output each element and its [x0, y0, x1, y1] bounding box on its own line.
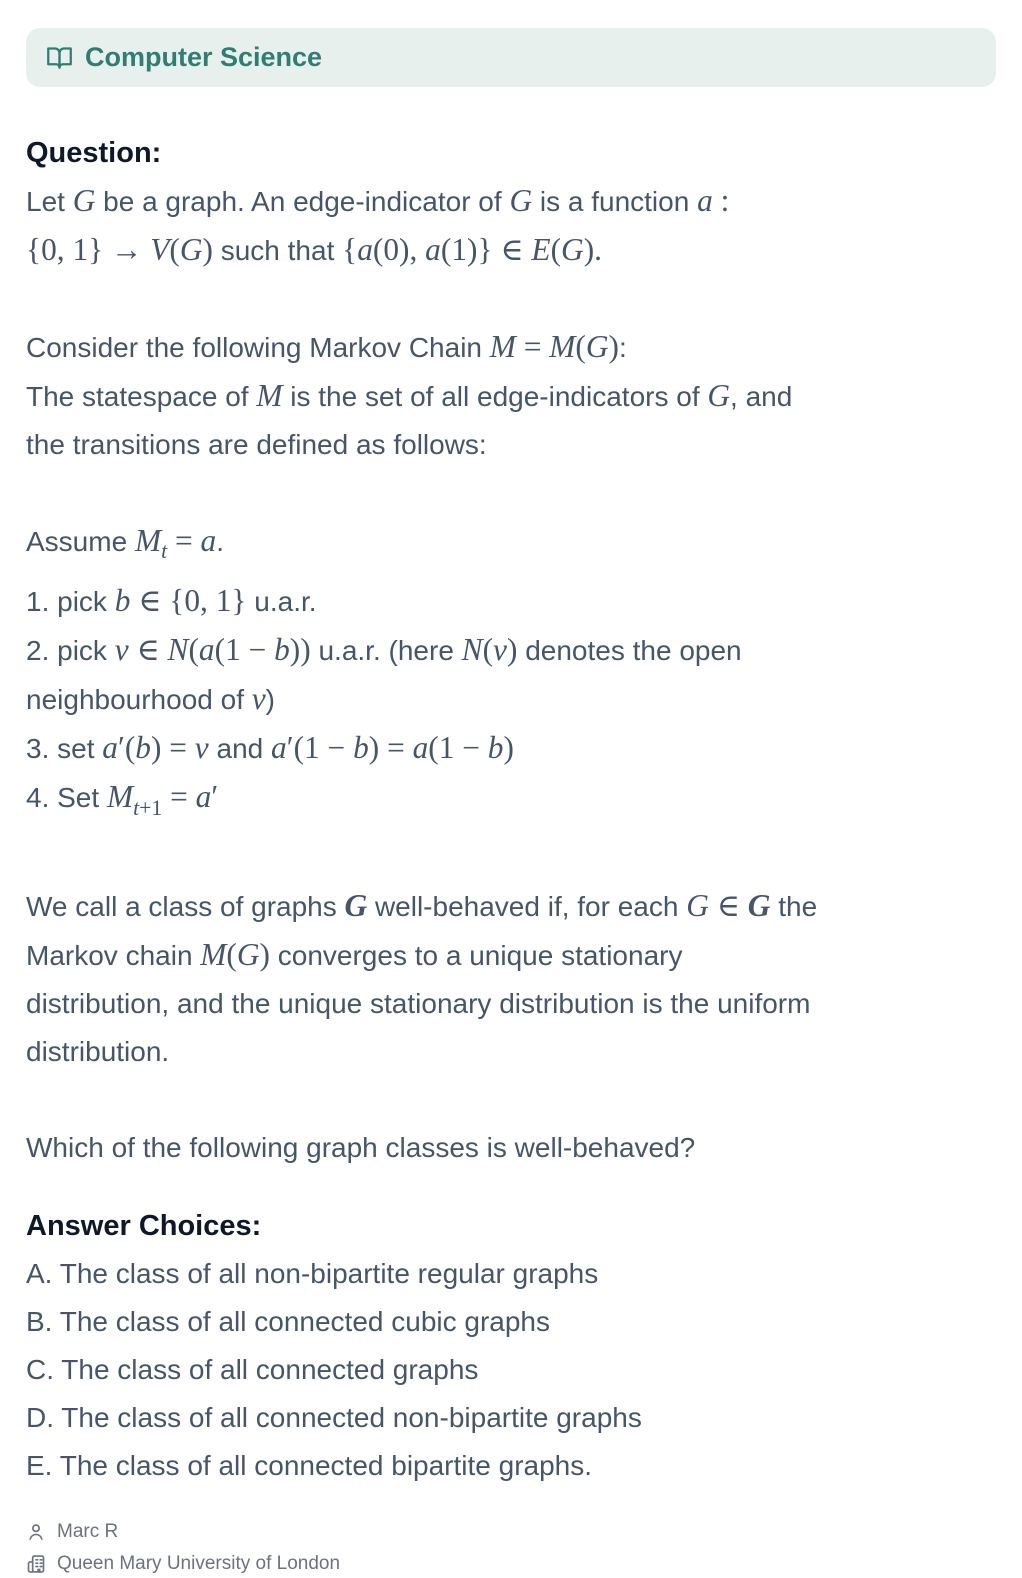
paragraph [26, 517, 996, 834]
user-icon [26, 1522, 46, 1542]
text-line: neighbourhood of v) [26, 681, 275, 717]
text-line: Which of the following graph classes is well-behaved? [26, 1131, 696, 1163]
text-line: We call a class of graphs G well-behaved if, for each G ∈ G the [26, 887, 818, 923]
text-line: the transitions are defined as follows: [26, 429, 487, 460]
paragraph [26, 177, 996, 275]
text-line: {0, 1} → V(G) such that {a(0), a(1)} ∈ E(G). [26, 232, 602, 267]
text-line: Question: [26, 137, 162, 169]
text-line: A. The class of all non-bipartite regular graphs [26, 1257, 599, 1289]
paragraph [26, 323, 996, 469]
category-badge [26, 28, 996, 87]
question-content [26, 129, 996, 1490]
section-heading [26, 1202, 996, 1250]
text-line: distribution, and the unique stationary distribution is the uniform [26, 987, 811, 1019]
text-line: 3. set a′(b) = v and a′(1 − b) = a(1 − b) [26, 730, 514, 766]
section-heading [26, 129, 996, 177]
institution-row [26, 1548, 996, 1578]
text-line: E. The class of all connected bipartite graphs. [26, 1449, 593, 1481]
text-line: Answer Choices: [26, 1209, 262, 1242]
text-line: B. The class of all connected cubic graphs [26, 1305, 551, 1337]
text-line: D. The class of all connected non-bipartite graphs [26, 1401, 642, 1433]
text-line: Assume $M_t = a$. [26, 523, 224, 564]
text-line: distribution. [26, 1035, 170, 1067]
text-line: Consider the following Markov Chain M = M(G): [26, 329, 627, 364]
paragraph [26, 882, 996, 1076]
text-line: The statespace of M is the set of all edge-indicators of G, and [26, 378, 793, 413]
building-icon [26, 1554, 46, 1574]
paragraph-spacer [26, 469, 996, 517]
paragraph [26, 1124, 996, 1172]
author-name: Marc R [57, 1520, 119, 1542]
text-line: 4. Set $M_{t+1} = a'$ [26, 779, 219, 820]
category-label: Computer Science [85, 42, 323, 72]
institution-name: Queen Mary University of London [57, 1552, 341, 1574]
text-line: Markov chain M(G) converges to a unique stationary [26, 936, 683, 972]
paragraph-spacer [26, 834, 996, 882]
paragraph [26, 1250, 996, 1490]
text-line: C. The class of all connected graphs [26, 1353, 479, 1385]
attribution-footer [26, 1516, 996, 1578]
paragraph-spacer [26, 1076, 996, 1124]
text-line: 1. pick b ∈ {0, 1} u.a.r. [26, 583, 317, 619]
book-open-icon [46, 44, 73, 71]
text-line: 2. pick v ∈ N(a(1 − b)) u.a.r. (here N(v) denotes the open [26, 632, 742, 668]
paragraph-spacer [26, 275, 996, 323]
author-row [26, 1516, 996, 1548]
text-line: Let G be a graph. An edge-indicator of G is a function a : [26, 183, 730, 218]
